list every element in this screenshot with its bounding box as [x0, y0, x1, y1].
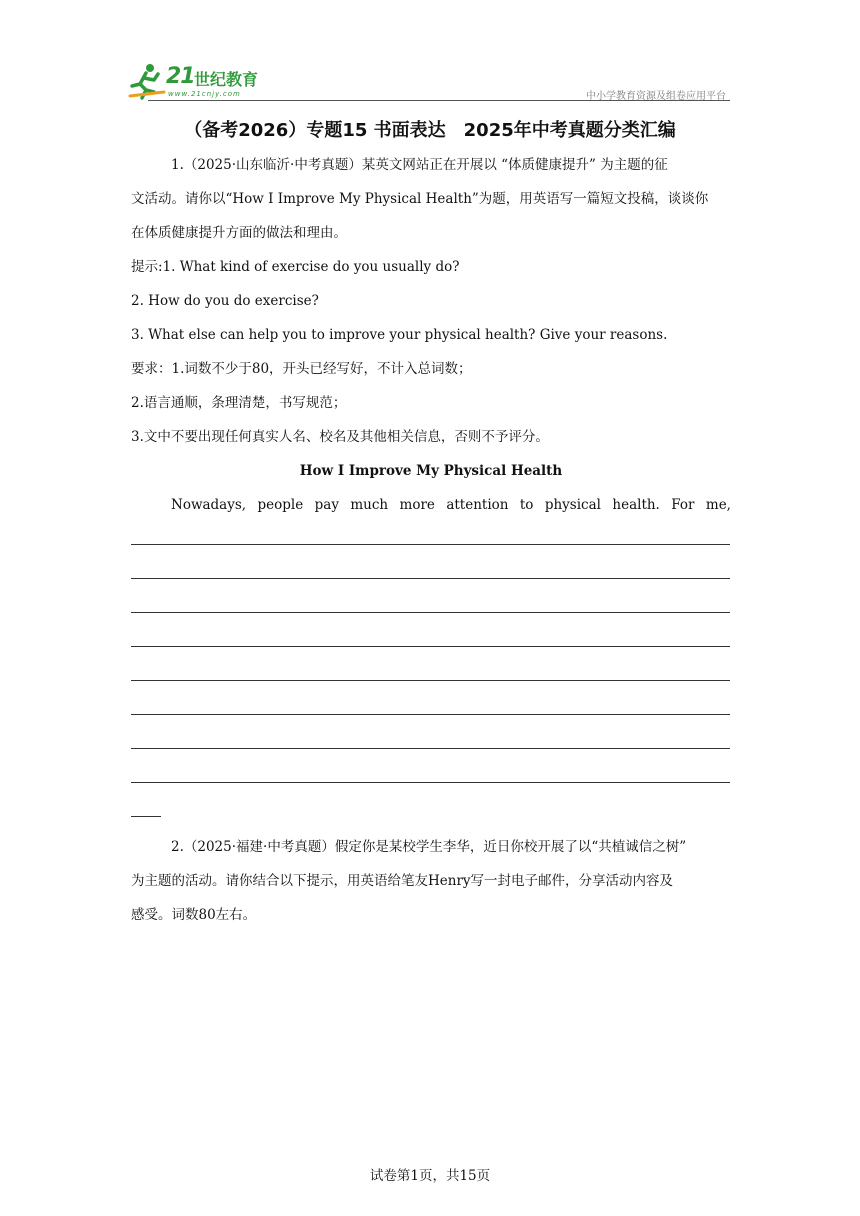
- q1-hint2: 2. How do you do exercise?: [131, 293, 319, 309]
- q1-intro-line3: 在体质健康提升方面的做法和理由。: [131, 225, 347, 241]
- logo-number: 21: [166, 64, 195, 89]
- writing-line: [131, 680, 730, 681]
- essay-opening-word: For: [671, 497, 695, 513]
- q1-hint1: 提示:1. What kind of exercise do you usually do?: [131, 259, 460, 275]
- essay-opening-word: physical: [544, 497, 601, 513]
- essay-opening-word: me,: [705, 497, 731, 513]
- page-footer: 试卷第1页，共15页: [369, 1168, 491, 1184]
- writing-line: [131, 646, 730, 647]
- essay-opening-word: more: [399, 497, 435, 513]
- q1-hint3: 3. What else can help you to improve your physical health? Give your reasons.: [131, 327, 668, 343]
- logo: [128, 62, 268, 102]
- q1-requirement2: 2.语言通顺，条理清楚，书写规范；: [131, 395, 347, 411]
- q2-line3: 感受。词数80左右。: [131, 907, 257, 923]
- essay-opening: [131, 488, 731, 522]
- page-title: （备考2026）专题15 书面表达 2025年中考真题分类汇编: [184, 120, 676, 141]
- essay-opening-word: health.: [612, 497, 660, 513]
- essay-opening-word: pay: [314, 497, 339, 513]
- essay-opening-word: attention: [446, 497, 509, 513]
- essay-opening-word: Nowadays,: [171, 497, 247, 513]
- writing-line: [131, 578, 730, 579]
- logo-url: www.21cnjy.com: [168, 90, 241, 98]
- q2-line1: 2.（2025·福建·中考真题）假定你是某校学生李华，近日你校开展了以“共植诚信之树”: [171, 839, 687, 855]
- header-tagline: 中小学教育资源及组卷应用平台: [586, 91, 726, 102]
- page-header: [128, 62, 730, 102]
- essay-title: How I Improve My Physical Health: [299, 463, 563, 479]
- logo-text: 世纪教育: [194, 70, 259, 89]
- essay-opening-word: people: [257, 497, 304, 513]
- essay-opening-word: much: [350, 497, 389, 513]
- q1-requirement3: 3.文中不要出现任何真实人名、校名及其他相关信息，否则不予评分。: [131, 429, 549, 445]
- writing-line: [131, 714, 730, 715]
- header-divider: [148, 100, 730, 101]
- q1-intro-line1: 1.（2025·山东临沂·中考真题）某英文网站正在开展以 “体质健康提升” 为主题的征: [171, 157, 668, 173]
- writing-line: [131, 782, 730, 783]
- writing-line: [131, 748, 730, 749]
- q1-intro-line2: 文活动。请你以“How I Improve My Physical Health”为题，用英语写一篇短文投稿，谈谈你: [131, 191, 709, 207]
- runner-icon: [128, 62, 168, 100]
- essay-opening-word: to: [519, 497, 534, 513]
- q1-requirement1: 要求：1.词数不少于80，开头已经写好，不计入总词数；: [131, 361, 472, 377]
- writing-line: [131, 612, 730, 613]
- writing-line-end: [131, 816, 161, 817]
- q2-line2: 为主题的活动。请你结合以下提示，用英语给笔友Henry写一封电子邮件，分享活动内容及: [131, 873, 674, 889]
- writing-line: [131, 544, 730, 545]
